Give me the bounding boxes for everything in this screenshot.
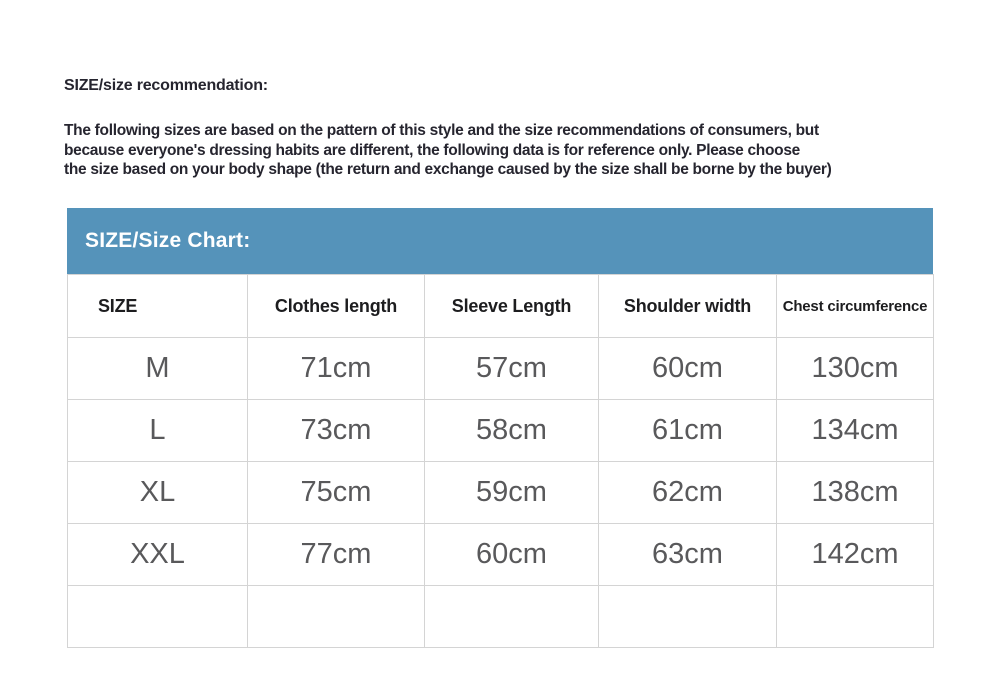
table-cell: 58cm [425, 400, 599, 462]
size-chart-title-bar [67, 208, 933, 274]
table-cell: 71cm [248, 338, 425, 400]
table-cell-size: M [68, 338, 248, 400]
table-row-empty [68, 586, 934, 648]
table-cell: 138cm [777, 462, 934, 524]
table-cell: 63cm [599, 524, 777, 586]
table-cell: 142cm [777, 524, 934, 586]
column-header-sleeve-length: Sleeve Length [425, 275, 599, 338]
size-chart-section [67, 208, 933, 648]
table-cell: 130cm [777, 338, 934, 400]
column-header-chest-circumference: Chest circumference [777, 275, 934, 338]
table-cell: 73cm [248, 400, 425, 462]
intro-line: because everyone's dressing habits are different, the following data is for reference only. Please choose [64, 141, 800, 159]
table-row [68, 524, 934, 586]
table-cell: 62cm [599, 462, 777, 524]
table-cell: 60cm [599, 338, 777, 400]
table-cell: 77cm [248, 524, 425, 586]
intro-line: the size based on your body shape (the return and exchange caused by the size shall be borne by the buyer) [64, 161, 832, 178]
intro-line: The following sizes are based on the pattern of this style and the size recommendations of consumers, but [64, 122, 819, 139]
table-cell [248, 586, 425, 648]
table-cell: 134cm [777, 400, 934, 462]
table-header-row [68, 275, 934, 338]
table-cell: 61cm [599, 400, 777, 462]
table-cell-size: L [68, 400, 248, 462]
size-chart-title: SIZE/Size Chart: [85, 229, 251, 252]
table-cell: 75cm [248, 462, 425, 524]
table-cell-size: XL [68, 462, 248, 524]
table-cell [425, 586, 599, 648]
column-header-size: SIZE [68, 275, 248, 338]
table-row [68, 400, 934, 462]
column-header-clothes-length: Clothes length [248, 275, 425, 338]
size-chart-table [67, 274, 934, 648]
table-cell [777, 586, 934, 648]
column-header-shoulder-width: Shoulder width [599, 275, 777, 338]
page-title: SIZE/size recommendation: [64, 77, 268, 94]
table-row [68, 462, 934, 524]
table-row [68, 338, 934, 400]
table-cell: 59cm [425, 462, 599, 524]
table-cell-size: XXL [68, 524, 248, 586]
table-cell [599, 586, 777, 648]
table-cell [68, 586, 248, 648]
table-cell: 57cm [425, 338, 599, 400]
intro-paragraph [64, 121, 832, 180]
table-cell: 60cm [425, 524, 599, 586]
